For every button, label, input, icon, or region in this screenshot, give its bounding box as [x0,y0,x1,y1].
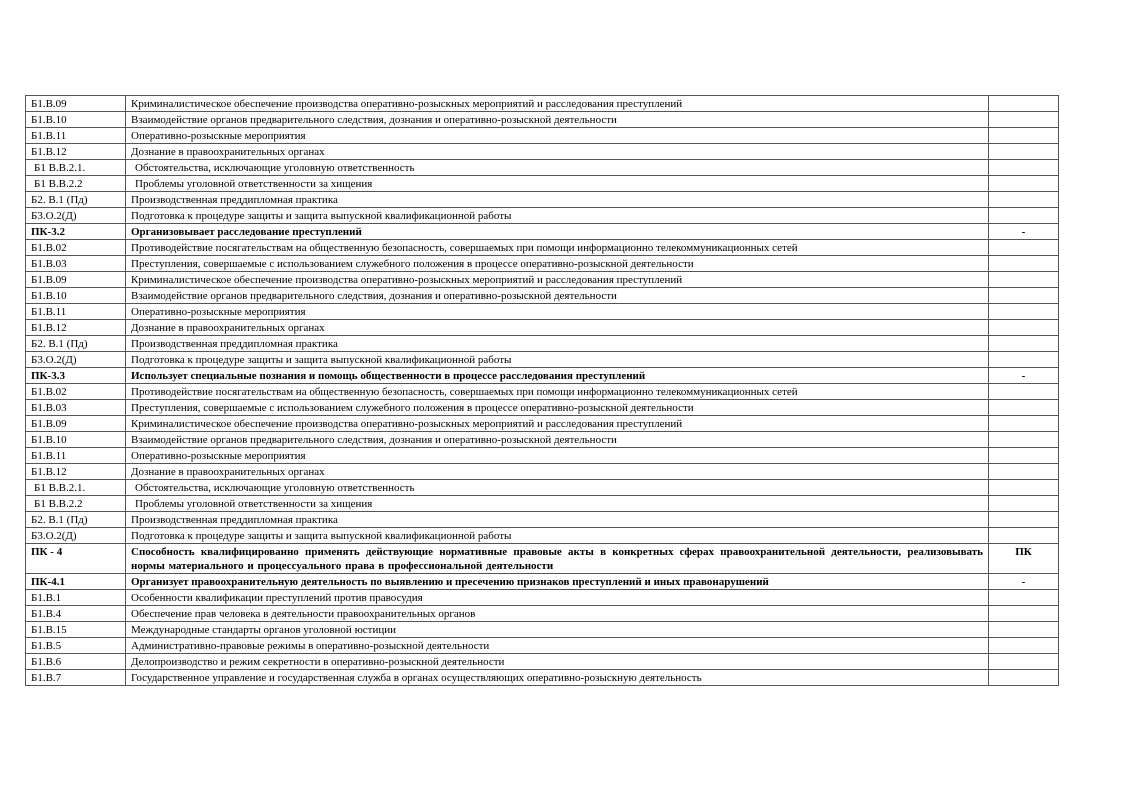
competency-table [25,95,1059,686]
row-mark [989,638,1059,654]
discipline-row [26,192,1059,208]
row-code: ПК - 4 [26,544,126,574]
row-mark [989,320,1059,336]
row-name: Проблемы уголовной ответственности за хищения [126,496,989,512]
row-code: Б2. В.1 (Пд) [26,512,126,528]
discipline-row [26,160,1059,176]
discipline-row [26,288,1059,304]
row-mark [989,622,1059,638]
row-code: Б1.В.12 [26,320,126,336]
row-mark: ПК [989,544,1059,574]
discipline-row [26,590,1059,606]
competency-table-body [26,96,1059,686]
row-code: Б1.В.12 [26,464,126,480]
row-code: ПК-3.3 [26,368,126,384]
discipline-row [26,208,1059,224]
row-mark [989,590,1059,606]
row-name: Дознание в правоохранительных органах [126,464,989,480]
row-name: Производственная преддипломная практика [126,192,989,208]
row-mark [989,208,1059,224]
row-code: Б1.В.03 [26,400,126,416]
row-code: Б1.В.11 [26,304,126,320]
row-name: Криминалистическое обеспечение производства оперативно-розыскных мероприятий и расследования преступлений [126,96,989,112]
row-code: Б1.В.09 [26,272,126,288]
row-mark [989,336,1059,352]
row-mark [989,176,1059,192]
discipline-row [26,480,1059,496]
row-name: Способность квалифицированно применять действующие нормативные правовые акты в конкретных сферах правоохранительной деятельности, реализовывать нормы материального и процессуального права в профессиональной деятельности [126,544,989,574]
discipline-row [26,512,1059,528]
discipline-row [26,112,1059,128]
discipline-row [26,416,1059,432]
row-name: Противодействие посягательствам на общественную безопасность, совершаемых при помощи информационно телекоммуникационных сетей [126,240,989,256]
row-code: Б1.В.03 [26,256,126,272]
row-code: Б3.О.2(Д) [26,528,126,544]
row-name: Подготовка к процедуре защиты и защита выпускной квалификационной работы [126,528,989,544]
row-mark: - [989,368,1059,384]
row-name: Взаимодействие органов предварительного следствия, дознания и оперативно-розыскной деятельности [126,288,989,304]
row-code: ПК-4.1 [26,574,126,590]
row-mark: - [989,574,1059,590]
row-code: Б1.В.11 [26,448,126,464]
row-mark [989,448,1059,464]
discipline-row [26,384,1059,400]
row-name: Преступления, совершаемые с использованием служебного положения в процессе оперативно-розыскной деятельности [126,256,989,272]
discipline-row [26,320,1059,336]
row-code: Б1.В.10 [26,112,126,128]
row-name: Подготовка к процедуре защиты и защита выпускной квалификационной работы [126,352,989,368]
row-mark: - [989,224,1059,240]
row-mark [989,240,1059,256]
row-name: Организует правоохранительную деятельность по выявлению и пресечению признаков преступлений и иных правонарушений [126,574,989,590]
row-mark [989,112,1059,128]
row-mark [989,654,1059,670]
row-code: Б1 В.В.2.1. [26,160,126,176]
row-code: Б3.О.2(Д) [26,208,126,224]
row-mark [989,432,1059,448]
row-code: Б1.В.12 [26,144,126,160]
row-name: Дознание в правоохранительных органах [126,320,989,336]
row-code: Б1.В.1 [26,590,126,606]
discipline-row [26,622,1059,638]
row-code: Б1 В.В.2.2 [26,176,126,192]
row-name: Взаимодействие органов предварительного следствия, дознания и оперативно-розыскной деятельности [126,112,989,128]
row-mark [989,606,1059,622]
row-name: Криминалистическое обеспечение производства оперативно-розыскных мероприятий и расследования преступлений [126,272,989,288]
row-mark [989,496,1059,512]
row-mark [989,464,1059,480]
discipline-row [26,336,1059,352]
row-mark [989,304,1059,320]
row-mark [989,256,1059,272]
competency-row [26,574,1059,590]
row-mark [989,670,1059,686]
row-code: Б1 В.В.2.2 [26,496,126,512]
row-code: Б1.В.09 [26,96,126,112]
row-code: Б3.О.2(Д) [26,352,126,368]
row-mark [989,128,1059,144]
discipline-row [26,256,1059,272]
row-name: Оперативно-розыскные мероприятия [126,448,989,464]
row-name: Криминалистическое обеспечение производства оперативно-розыскных мероприятий и расследования преступлений [126,416,989,432]
row-mark [989,352,1059,368]
row-name: Оперативно-розыскные мероприятия [126,128,989,144]
row-name: Делопроизводство и режим секретности в оперативно-розыскной деятельности [126,654,989,670]
row-mark [989,96,1059,112]
row-code: ПК-3.2 [26,224,126,240]
row-code: Б2. В.1 (Пд) [26,192,126,208]
discipline-row [26,448,1059,464]
row-mark [989,144,1059,160]
row-name: Подготовка к процедуре защиты и защита выпускной квалификационной работы [126,208,989,224]
row-name: Противодействие посягательствам на общественную безопасность, совершаемых при помощи информационно телекоммуникационных сетей [126,384,989,400]
discipline-row [26,352,1059,368]
row-mark [989,272,1059,288]
row-code: Б1.В.11 [26,128,126,144]
row-code: Б2. В.1 (Пд) [26,336,126,352]
discipline-row [26,400,1059,416]
row-code: Б1.В.6 [26,654,126,670]
discipline-row [26,638,1059,654]
row-name: Использует специальные познания и помощь общественности в процессе расследования преступлений [126,368,989,384]
row-mark [989,512,1059,528]
row-name: Дознание в правоохранительных органах [126,144,989,160]
row-name: Особенности квалификации преступлений против правосудия [126,590,989,606]
row-code: Б1.В.02 [26,240,126,256]
row-name: Административно-правовые режимы в оперативно-розыскной деятельности [126,638,989,654]
row-name: Обстоятельства, исключающие уголовную ответственность [126,160,989,176]
discipline-row [26,144,1059,160]
discipline-row [26,240,1059,256]
row-code: Б1.В.15 [26,622,126,638]
row-mark [989,480,1059,496]
discipline-row [26,432,1059,448]
row-name: Организовывает расследование преступлений [126,224,989,240]
discipline-row [26,654,1059,670]
discipline-row [26,606,1059,622]
row-name: Проблемы уголовной ответственности за хищения [126,176,989,192]
row-name: Государственное управление и государственная служба в органах осуществляющих оперативно-розыскную деятельность [126,670,989,686]
row-code: Б1.В.10 [26,432,126,448]
row-code: Б1.В.09 [26,416,126,432]
row-name: Взаимодействие органов предварительного следствия, дознания и оперативно-розыскной деятельности [126,432,989,448]
discipline-row [26,272,1059,288]
discipline-row [26,96,1059,112]
competency-row [26,368,1059,384]
row-name: Производственная преддипломная практика [126,512,989,528]
row-mark [989,400,1059,416]
competency-row [26,224,1059,240]
row-mark [989,160,1059,176]
discipline-row [26,496,1059,512]
row-code: Б1.В.02 [26,384,126,400]
row-mark [989,384,1059,400]
row-code: Б1.В.4 [26,606,126,622]
row-code: Б1.В.7 [26,670,126,686]
row-code: Б1.В.10 [26,288,126,304]
discipline-row [26,128,1059,144]
row-name: Обстоятельства, исключающие уголовную ответственность [126,480,989,496]
row-code: Б1.В.5 [26,638,126,654]
row-name: Оперативно-розыскные мероприятия [126,304,989,320]
discipline-row [26,176,1059,192]
row-mark [989,528,1059,544]
row-name: Обеспечение прав человека в деятельности правоохранительных органов [126,606,989,622]
discipline-row [26,528,1059,544]
row-mark [989,288,1059,304]
row-mark [989,416,1059,432]
discipline-row [26,304,1059,320]
row-name: Производственная преддипломная практика [126,336,989,352]
row-name: Преступления, совершаемые с использованием служебного положения в процессе оперативно-розыскной деятельности [126,400,989,416]
row-name: Международные стандарты органов уголовной юстиции [126,622,989,638]
competency-row [26,544,1059,574]
discipline-row [26,670,1059,686]
discipline-row [26,464,1059,480]
row-code: Б1 В.В.2.1. [26,480,126,496]
row-mark [989,192,1059,208]
